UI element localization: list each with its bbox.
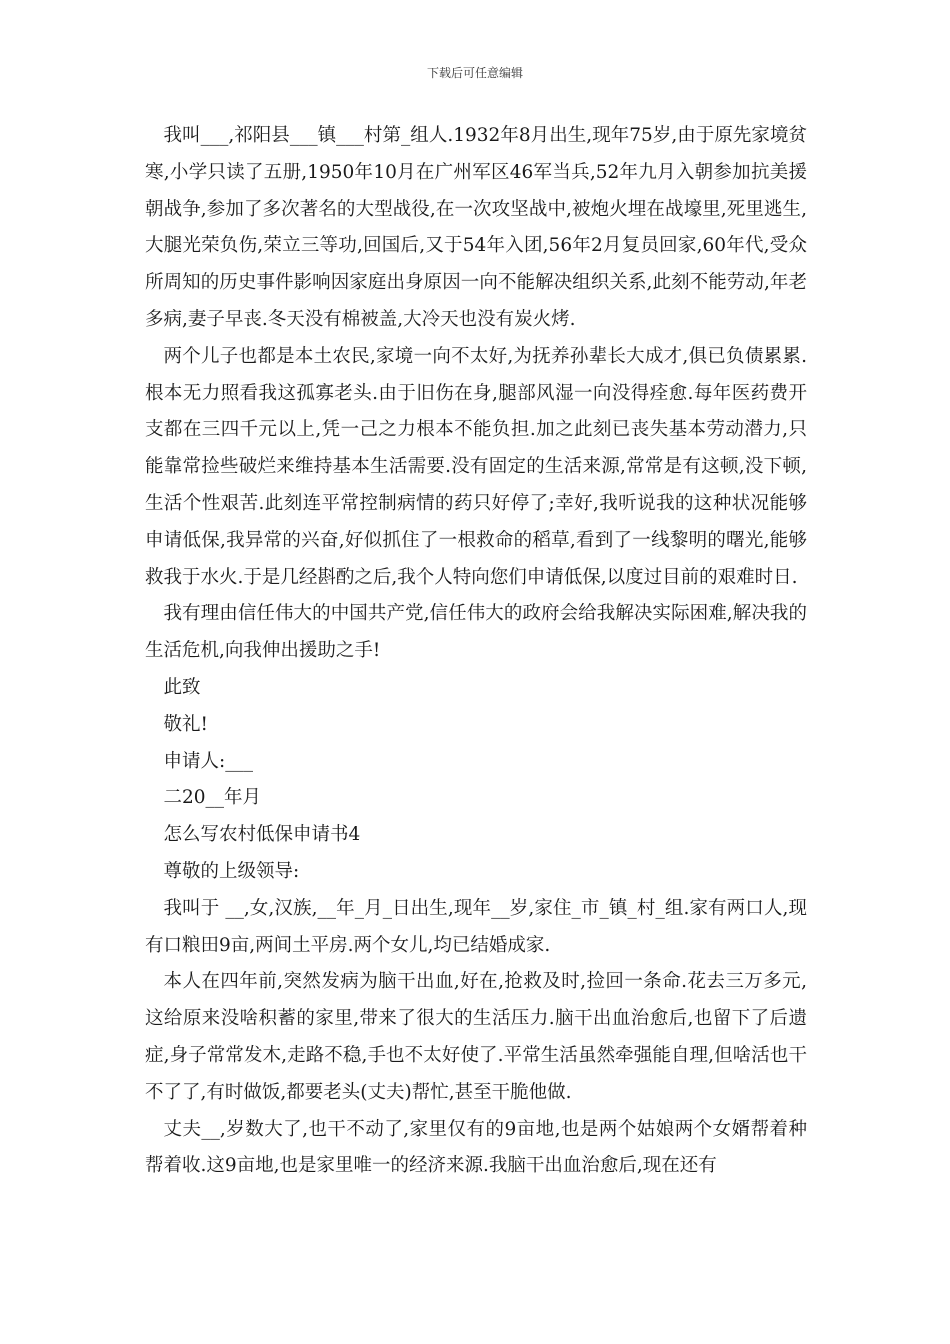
paragraph-intro: 我叫___,祁阳县___镇___村第_组人.1932年8月出生,现年75岁,由于原先家境贫寒,小学只读了五册,1950年10月在广州军区46军当兵,52年九月入朝参加抗美援朝战争,参加了多次著名的大型战役,在一次攻坚战中,被炮火埋在战壕里,死里逃生,大腿光荣负伤,荣立三等功,回国后,又于54年入团,56年2月复员回家,60年代,受众所周知的历史事件影响因家庭出身原因一向不能解决组织关系,此刻不能劳动,年老多病,妻子早丧.冬天没有棉被盖,大冷天也没有炭火烤. (145, 125, 807, 330)
page-header: 下载后可任意编辑 (426, 66, 523, 80)
document-body (145, 118, 807, 1185)
paragraph-husband: 丈夫__,岁数大了,也干不动了,家里仅有的9亩地,也是两个姑娘两个女婿帮着种帮着收.这9亩地,也是家里唯一的经济来源.我脑干出血治愈后,现在还有 (145, 1118, 807, 1177)
applicant-signature: 申请人:___ (163, 750, 253, 772)
closing-regards: 敬礼! (163, 713, 208, 735)
section-title: 怎么写农村低保申请书4 (163, 824, 361, 846)
paragraph-family: 两个儿子也都是本土农民,家境一向不太好,为抚养孙辈长大成才,俱已负债累累.根本无力照看我这孤寡老头.由于旧伤在身,腿部风湿一向没得痊愈.每年医药费开支都在三四千元以上,凭一己之力根本不能负担.加之此刻已丧失基本劳动潜力,只能靠常捡些破烂来维持基本生活需要.没有固定的生活来源,常常是有这顿,没下顿,生活个性艰苦.此刻连平常控制病情的药只好停了;幸好,我听说我的这种状况能够申请低保,我异常的兴奋,好似抓住了一根救命的稻草,看到了一线黎明的曙光,能够救我于水火.于是几经斟酌之后,我个人特向您们申请低保,以度过目前的艰难时日. (145, 345, 807, 588)
application-date: 二20__年月 (163, 787, 262, 809)
closing-salutation: 此致 (163, 676, 201, 698)
paragraph-illness: 本人在四年前,突然发病为脑干出血,好在,抢救及时,捡回一条命.花去三万多元,这给原来没啥积蓄的家里,带来了很大的生活压力.脑干出血治愈后,也留下了后遗症,身子常常发木,走路不稳,手也不太好使了.平常生活虽然牵强能自理,但啥活也干不了了,有时做饭,都要老头(丈夫)帮忙,甚至干脆他做. (145, 971, 807, 1103)
paragraph-request: 我有理由信任伟大的中国共产党,信任伟大的政府会给我解决实际困难,解决我的生活危机,向我伸出援助之手! (145, 603, 807, 662)
paragraph-personal-info: 我叫于 __,女,汉族,__年_月_日出生,现年__岁,家住_市_镇_村_组.家有两口人,现有口粮田9亩,两间土平房.两个女儿,均已结婚成家. (145, 897, 807, 956)
greeting: 尊敬的上级领导: (163, 860, 300, 882)
